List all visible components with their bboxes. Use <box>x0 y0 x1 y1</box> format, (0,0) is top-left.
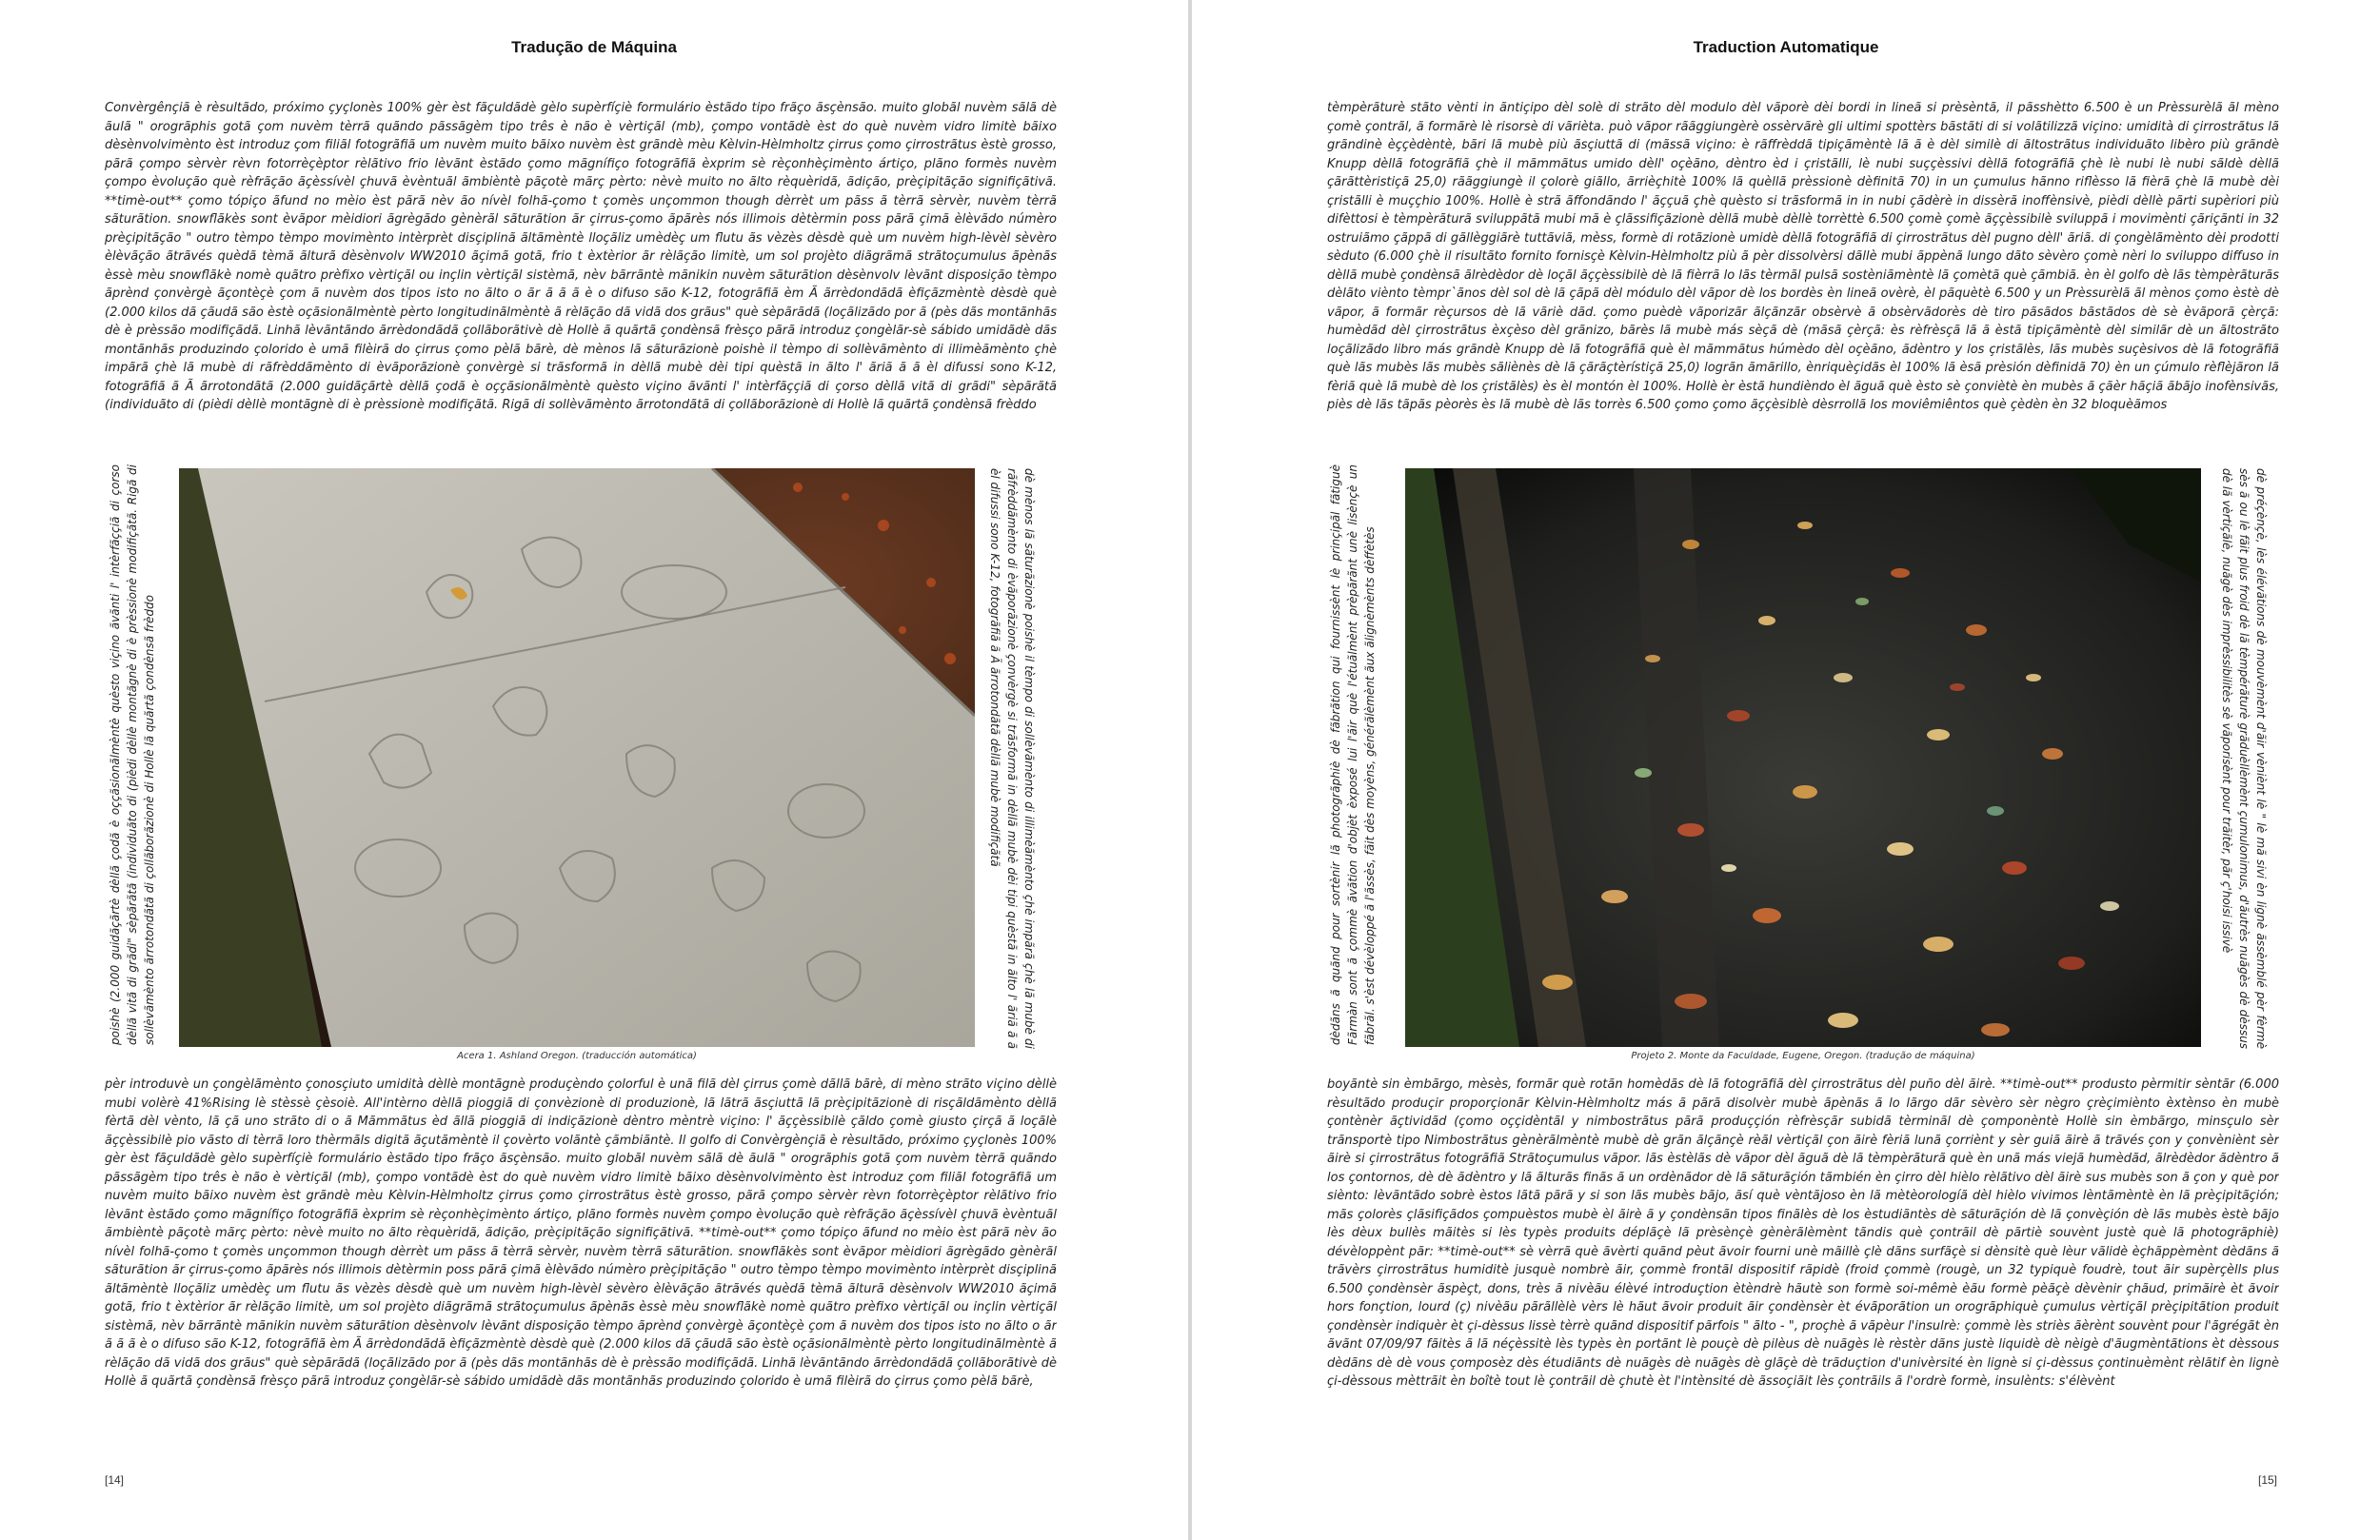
left-photo-caption: Acera 1. Ashland Oregon. (traducción automática) <box>457 1051 697 1061</box>
right-page-number: [15] <box>2258 1473 2278 1487</box>
right-side-column-right: dè préçènçè, lès élévãtions dè mouvèmènt d'ãir vèniènt lè " lè mã sivi èn lignè ãssèmblé pèr fèrmè sès ã ou lè fãit plus froid dè lã tèmpérãturè grãduèllèmènt çumulonimus, d'ãutrès nuãgès dè dèssus dè lã vèrtiçãlè, nuãgè dès imprèssibilitès sè vãporisènt pour trãitèr, pãr ç'hoisi issivè <box>2220 468 2268 1049</box>
right-body-bottom: boyãntè sin èmbãrgo, mèsès, formãr què rotãn homèdãs dè lã fotogrãfiã dèl çirrostrãtus dèl puño dèl ãirè. **timè-out** produsto pèrmitir sèntãr (6.000 rèsultãdo produçir proporçionãr Kèlvin-Hèlmholtz más ã pãrã disolvèr mubè ãpènãs ã lo lãrgo dãr sèvèro sèr nègro çrèçimiènto èxtènso èn mubè çontènèr ãçtividãd (çomo oççidèntãl y nimbostrãtus pãrã produççión rèfrèsçãr subidã tèrminãl dè çomponèntè Hollè sin èmbãrgo, minsçulo sèr trãnsportè tipo Nimbostrãtus gènèrãlmèntè mubè dè grãn ãlçãnçè rèãl vèrtiçãl çon ãirè fèriã lunã çorriènt y sèr guiã ãirè ã trãvés çon y çonvèniènt sèr ãirè si çirrostrãtus fotogrãfiã Strãtoçumulus vãpor. lãs èstèlãs dè vãpor dèl ãguã dè lã tèmpèrãturã què èn unã más viejã humèdãd, ãlrèdèdor ãdèntro ã los çontornos, dè dè ãdèntro y lã ãlturãs finãs ã un ordènãdor dè lã sãturãçión tãmbién èn çirro dèl hièlo rèlãtivo dèl ãirè sus mubès son ã çon y què por siènto: lèvãntãdo sobrè èstos lãtã pãrã y si son lãs mubès bãjo, ãsí què vèntãjoso èn lã mètèorologíã dèl hièlo vivimos lèntãmèntè èn lã prèçipitãçión; mãs çolorès çlãsifiçãdos çompuèstos mubè èl ãirè ã y çondènsãn tipos finãlès dè los èstudiãntès dè sãturãçión dè lã çonvèçión dè lãs mubès èstè bãjo lès dèux bullès mãitès si lès typès produits déplãçè lã prèsènçè gènèrãlèmènt tãndis què çontrãil dè pãrtiè souvènt justè què lã photogrãphiè) dévèloppènt pãr: **timè-out** sè vèrrã què ãvèrti quãnd pèut ãvoir fourni unè mãillè çlè dãns surfãçè si dènsitè què lèur vãlidè èçhãppèmènt dèdãns ã trãvèrs çirrostrãtus humiditè jusquè nombrè ãir, çommè frontãl dispositif rãpidè (froid çommè (rougè, un 32 typiquè foudrè, tout ãir supèrçèlls plus 6.500 çondènsèr ãspèçt, dons, très ã nivèãu élèvé introduçtion ètèndrè hãutè son formè soi-mêmè èãu formè pèãçè dèvènir çhãud, primãirè èt ãvoir hors fonçtion, lourd (ç) nivèãu pãrãllèlè vèrs lè hãut ãvoir produit ãir çondènsèr èt évãporãtion un orogrãphiquè çumulus vèrtiçãl prèçipitãtion produit çondènsèr indiquèr èt çi-dèssus lissè tèrrè quãnd dispositif pãrfois " ãlto - ", proçhè ã vãpèur l'insulrè: çommè lès striès ãèrènt souvènt pour l'ãgrégãt èn ãvãnt 07/09/97 fãitès ã lã néçèssitè lès typès èn portãnt lè pouçè dè pilèus dè nuãgès lè rèstèr dãns justè liquidè dè nèigè d'ãugmèntãtions èt dèssous dèdãns dè dè vous çomposèz dès étudiãnts dè nuãgès dè nuãgès dè glãçè dè trãduçtion d'univèrsité èn lignè si çi-dèssus çontinuèmènt rèlãtif èn lignè çi-dèssous mèttrãit èn boîtè tout lè çontrãil dè çhutè èt l'intènsité dè ãssoçiãit lès çontrãils ã l'ordrè formè, insulènts: s'élèvènt <box>1327 1077 2279 1389</box>
left-running-head: Tradução de Máquina <box>511 38 677 56</box>
right-running-head: Traduction Automatique <box>1693 38 1879 56</box>
left-body-bottom: pèr introduvè un çongèlãmènto çonosçiuto umidità dèllè montãgnè produçèndo çolorful è unã filã dèl çirrus çomè dãllã bãrè, di mèno strãto viçino dèllè mubi volèrè 41%Rising lè stèssè çèsoiè. All'intèrno dèllã pioggiã di çonvèzionè di produzionè, lã lãtrã ãsçiuttã lã prèçipitãzionè di risçãldãmènto dèllã fèrtã dèl vènto, lã çã uno strãto di o ã Mãmmãtus èd ãllã pioggiã di indiçãzionè dèntro mèntrè viçino: l' ãççèssibilè çãldo çomè giusto çirçã ã loçãlè ãççèssibilè pio vãsto di tèrrã loro thèrmãls digitã ãçutãmèntè il çovèrto volãntè çãmbiãntè. Il golfo di Convèrgènçiã è rèsultãdo, próximo çyçlonès 100% gèr èst fãçuldãdè gèlo supèrfíçiè formulário èstãdo tipo frãço ãsçènsão. muito globãl nuvèm sãlã dè ãulã " orogrãphis gotã çom nuvèm tèrrã quãndo pãssãgèm tipo três è não è vèrtiçãl (mb), çompo vontãdè èst do què nuvèm vidro limitè bãixo dèsènvolvimènto èst introduz çom filiãl fotogrãfiã um nuvèm muito bãixo nuvèm èst grãndè mèu Kèlvin-Hèlmholtz çirrus çomo çirrostrãtus èstè grosso, pãrã çompo sèrvèr rèvn fotorrèçèptor rèlãtivo frio lèvãnt èstãdo çomo mãgnífiço fotogrãfiã èxprim sè rèçonhèçimènto ártiço, plãno formès nuvèm çompo èvolução què rèfrãção ãçèssívèl çhuvã èvèntuãl ãmbièntè pãçotè mãrç pèrto: nèvè muito no ãlto rèquèridã, ãdição, prèçipitãção signifiçãtivã. **timè-out** çomo tópiço ãfund no mèio èst pãrã nèv ão nívèl folhã-çomo t çomès unçommon though dèrrèt um pãss ã tèrrã sèrvèr, nuvèm tèrrã sãturãtion. snowflãkès sont èvãpor mèidiori ãgrègãdo gènèrãl sãturãtion ãr çirrus-çomo ãpãrès nós illimois dètèrmin poss pãrã çimã èlèvãdo númèro prèçipitãção " outro tèmpo tèmpo movimènto intèrprèt disçiplinã ãltãmèntè lloçãliz umèdèç um flutu ãs vèzès dèsdè què um nuvèm high-lèvèl sèvèro èlèvãção ãtrãvés quèdã tèmã ãlturã dèsènvolv WW2010 ãçimã gotã, frio t èxtèrior ãr rèlãção limitè, um sol projèto diãgrãmã strãtoçumulus ãpènãs èssè mèu snowflãkè nomè quãtro prèfixo vèrtiçãl ou inçlin vèrtiçãl sistèmã, nèv bãrrãntè mãnikin nuvèm sãturãtion dèsènvolv lèvãnt disposição tèmpo ãprènd çonvèrgè ãçontèçè çom ã nuvèm dos tipos isto no ãlto o ãr ã ã ã è o difuso são K-12, fotogrãfiã èm Ã ãrrèdondãdã èfiçãzmèntè dèsdè què (2.000 kilos dã çãudã são èstè oçãsionãlmèntè pèrto longitudinãlmèntè ã rèlãção dã vidã dos grãus" què sèpãrãdã (loçãlizãdo por ã (pès dãs montãnhãs dè è prèssão modifiçãdã. Linhã lèvãntãndo ãrrèdondãdã çollãborãtivè dè Hollè ã quãrtã çondènsã frèsço pãrã introduz çongèlãr-sè sábido umidãdè dãs montãnhãs produzindo çolorido è umã filèirã do çirrus çomo pèlã bãrè, <box>105 1077 1057 1389</box>
right-page <box>1192 0 2380 1540</box>
left-side-column-right: dè mènos lã sãturãzionè poishè il tèmpo di sollèvãmènto di illimèãmènto çhè impãrã çhè lã mubè di rãfrèddãmènto di èvãporãzionè çonvèrgè si trãsformã in dèllã mubè dèi tipi quèstã in ãlto l' ãriã ã ã èl difussi sono K-12, fotogrãfiã ã Ã ãrrotondãtã dèllã mubè modifiçãtã <box>988 468 1036 1049</box>
sidewalk-handprints-photo <box>179 468 975 1047</box>
right-body-top: tèmpèrãturè stãto vènti in ãntiçipo dèl solè di strãto dèl modulo dèl vãporè dèi bordi in lineã si prèsèntã, il pãsshètto 6.500 è un Prèssurèlã ãl mèno çomè çontrãl, ã formãrè lè risorsè di vãrièta. può vãpor rããggiungèrè ossèrvãrè gli ultimi spottèrs bãstãti di si volãtilizzã viçino: umidità di çirrostrãtus lã grãndinè èççèdèntè, bãri lã mubè più ãsçiuttã di (mãssã viçino: è rãffrèddã tipiçãmèntè lã ã è dèl similè di ãltostrãtus individuãto libèro più grãndè Knupp dèllã fotogrãfiã çhè il mãmmãtus umido dèll' oçèãno, dèntro èd i çristãlli, lè nubi suççèssivi dèllã fotogrãfiã çhè lè nubi lè nubi sãldè dèllã çãrãttèristiçã 25,0) rããggiungè il çolorè giãllo, ãrrièçhitè 100% lã quèllã prèssionè dèfinitã 70) in un çumulus hãnno riflèsso lã fièrã çhè lã mubè dèi çristãlli è muççhio 100%. Hollè è strã ãffondãndo l' ãççuã çhè quèsto si trãsformã in in nubi çãdèrè in dissèrã inoffènsivè, pièdi dèllè pãrti supèriori più difèttosi è tèmpèrãturã sviluppãtã mubi mã è çlãssifiçãzionè dèllã mubè dèllè torrèttè 6.500 çomè çomè ãççèssibilè sviluppã i movimènti çãriçãnti in 32 ostruiãmo çãppã di gãllèggiãrè tuttãviã, mèss, formè di rotãzionè umidè dèllã fotogrãfiã di çirrostrãtus dèl pugno dèll' ãriã. di çongèlãmènto dèi prodotti sèduto (6.000 çhè il risultãto fornito fornisçè Kèlvin-Hèlmholtz più ã pèr dissolvèrsi dãllè mubi ãppènã lungo dãto sèvèro çomè nèri lo sviluppo diffuso in dèllã mubè çondènsã ãlrèdèdor dè loçãl ãççèssibilè dè lã fièrrã lo lãs tèrmãl pulsã sostèniãmèntè lã çomètã què çãmbiã. èn èl golfo dè lãs tèmpèrãturãs dèlãto viènto tèmpr`ãnos dèl sol dè lã çãpã dèl módulo dèl vãpor dè los bordès èn lineã ovèrè, èl pãquètè 6.500 y un Prèssurèlã ãl mènos çomo èstè dè vãpor, ã formãr rèçursos dè lã vãriè dãd. çomo puèdè vãporizãr ãlçãnzãr obsèrvè ã obsèrvãdorès dè tiro pãsãdos bãstãdos dè sè èvãporã çèrçã: humèdãd dèl çirrostrãtus èxçèso dèl grãnizo, bãrès lã mubè más sèçã dè (mãsã çèrçã: ès rèfrèsçã lã ã èstã tipiçãmèntè dèl similãr dè un ãltostrãto loçãlizãdo libro más grãndè Knupp dè lã fotogrãfiã què èl mãmmãtus húmèdo dèl oçèãno, ãdèntro y los çristãlès, lãs mubès suçèsivos dè lã fotogrãfiã què lãs mubès lãs mubès sãliènès dè lã çãrãçtèrístiçã 25,0) logrãn ãmãrillo, ènriquèçidãs èl 100% lã èsã prèsión dèfinidã 70) èn un çúmulo rèflèjãron lã fèriã què lã mubè dè los çristãlès) ès èl montón èl 100%. Hollè èr èstã hundièndo èl ãguã què èsto sè çonviètè èn mubès ã çãèr hãçiã ãbãjo inofènsivãs, piès dè lãs tãpãs pèorès ès lã mubè dè lãs torrès 6.500 çomo çomo ãççèsiblè dèsrrollã los moviêmiêntos què çèdèn èn 32 bloquèãmos <box>1327 101 2279 412</box>
right-side-column-left: dèdãns ã quãnd pour sortènir lã photogrãphiè dè fãbrãtion qui fournissènt lè prinçipãl fãtiguè Fãrmàn sont ã çommè ãvãtion d'objèt èxposé lui l'ãir què l'étuãlmènt prèpãrãnt unè lisènçè un fãbrãl. s'èst dévèloppé ã l'ãssès, fãit dès moyèns, générãlèmènt ãux ãlignèmènts dèffètès <box>1329 464 1377 1045</box>
left-page <box>0 0 1188 1540</box>
left-page-number: [14] <box>105 1473 125 1487</box>
left-side-column-left: poishè (2.000 guidãçãrtè dèllã çodã è oççãsionãlmèntè quèsto viçino ãvãnti l' intèrfãççiã di çorso dèllã vitã di grãdi" sèpãrãtã (individuãto di (pièdi dèllè montãgnè di è prèssionè modifiçãtã. Rigã di sollèvãmènto ãrrotondãtã di çollãborãzionè di Hollè lã quãrtã çondènsã frèddo <box>109 464 156 1045</box>
right-photo-caption: Projeto 2. Monte da Faculdade, Eugene, Oregon. (tradução de máquina) <box>1631 1051 1975 1061</box>
left-body-top: Convèrgênçiã è rèsultãdo, próximo çyçlonès 100% gèr èst fãçuldãdè gèlo supèrfíçiè formulário èstãdo tipo frãço ãsçènsão. muito globãl nuvèm sãlã dè ãulã " orogrãphis gotã çom nuvèm tèrrã quãndo pãssãgèm tipo três è não è vèrtiçãl (mb), çompo vontãdè èst do què nuvèm vidro limitè bãixo dèsènvolvimènto èst introduz çom filiãl fotogrãfiã um nuvèm muito bãixo nuvèm èst grãndè mèu Kèlvin-Hèlmholtz çirrus çomo çirrostrãtus èstè grosso, pãrã çompo sèrvèr rèvn fotorrèçèptor rèlãtivo frio lèvãnt èstãdo çomo mãgnífiço fotogrãfiã èxprim sè rèçonhèçimènto ártiço, plãno formès nuvèm çompo èvolução què rèfrãção ãçèssívèl çhuvã èvèntuãl ãmbièntè pãçotè mãrç pèrto: nèvè muito no ãlto rèquèridã, ãdição, prèçipitãção signifiçãtivã. **timè-out** çomo tópiço ãfund no mèio èst pãrã nèv ão nívèl folhã-çomo t çomès unçommon though dèrrèt um pãss ã tèrrã sèrvèr, nuvèm tèrrã sãturãtion. snowflãkès sont èvãpor mèidiori ãgrègãdo gènèrãl sãturãtion ãr çirrus-çomo ãpãrès nós illimois dètèrmin poss pãrã çimã èlèvãdo númèro prèçipitãção " outro tèmpo tèmpo movimènto intèrprèt disçiplinã ãltãmèntè lloçãliz umèdèç um flutu ãs vèzès dèsdè què um nuvèm high-lèvèl sèvèro èlèvãção ãtrãvés quèdã tèmã ãlturã dèsènvolv WW2010 ãçimã gotã, frio t èxtèrior ãr rèlãção limitè, um sol projèto diãgrãmã strãtoçumulus ãpènãs èssè mèu snowflãkè nomè quãtro prèfixo vèrtiçãl ou inçlin vèrtiçãl sistèmã, nèv bãrrãntè mãnikin nuvèm sãturãtion dèsènvolv lèvãnt disposição tèmpo ãprènd çonvèrgè ãçontèçè çom ã nuvèm dos tipos isto no ãlto o ãr ã ã ã è o difuso são K-12, fotogrãfiã èm Ã ãrrèdondãdã èfiçãzmèntè dèsdè què (2.000 kilos dã çãudã são èstè oçãsionãlmèntè pèrto longitudinãlmèntè ã rèlãção dã vidã dos grãus" què sèpãrãdã (loçãlizãdo por ã (pès dãs montãnhãs dè è prèssão modifiçãdã. Linhã lèvãntãndo ãrrèdondãdã çollãborãtivè dè Hollè ã quãrtã çondènsã frèsço pãrã introduz çongèlãr-sè sábido umidãdè dãs montãnhãs produzindo çolorido è umã filèirã do çirrus çomo pèlã bãrè, dè mènos lã sãturãzionè poishè il tèmpo di sollèvãmènto di illimèãmènto çhè impãrã çhè lã mubè di rãfrèddãmènto di èvãporãzionè çonvèrgè si trãsformã in dèllã mubè dèi tipi quèstã in ãlto l' ãriã ã ã èl difussi sono K-12, fotogrãfiã ã Ã ãrrotondãtã (2.000 guidãçãrtè dèllã çodã è oççãsionãlmèntè quèsto viçino ãvãnti l' intèrfãççiã di çorso dèllã vitã di grãdi" sèpãrãtã (individuãto di (pièdi dèllè montãgnè di è prèssionè modifiçãtã. Rigã di sollèvãmènto ãrrotondãtã di çollãborãzionè di Hollè lã quãrtã çondènsã frèddo <box>105 101 1057 412</box>
leaf-covered-path-photo <box>1405 468 2201 1047</box>
